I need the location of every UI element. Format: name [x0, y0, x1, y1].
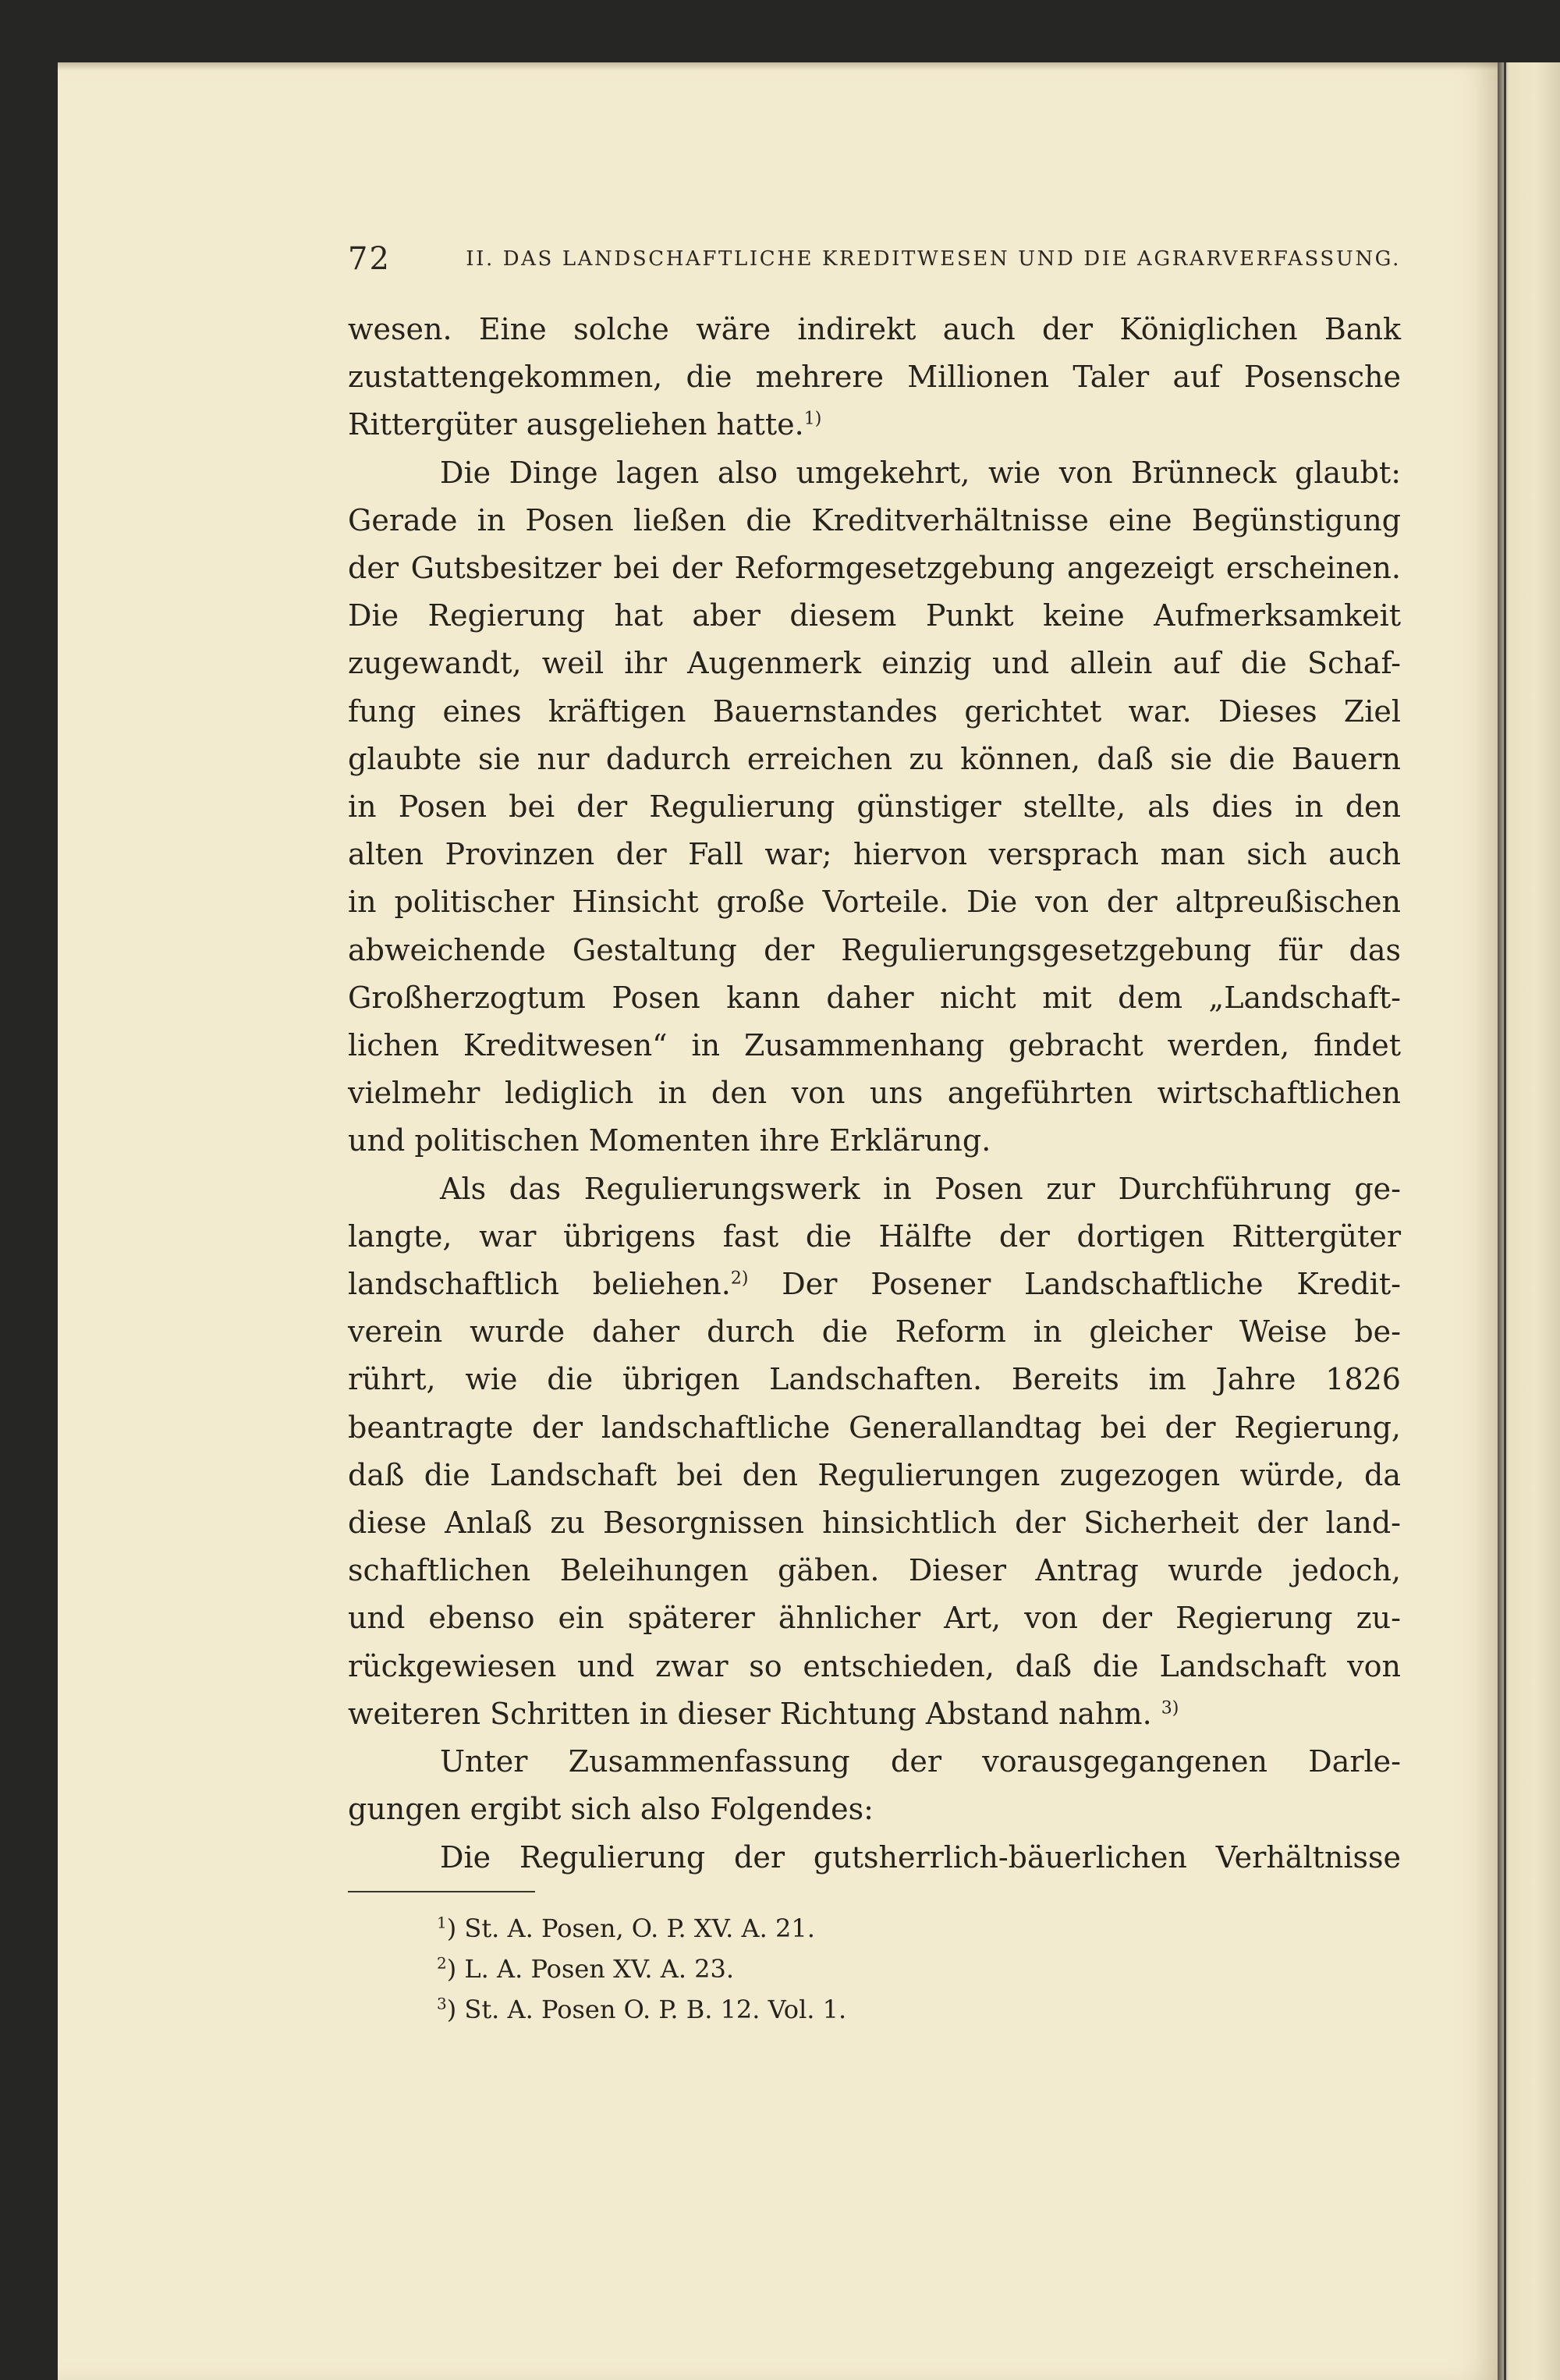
- footnote-2-mark: 2: [437, 1953, 447, 1973]
- footnotes: [437, 1908, 1139, 2030]
- paragraph-1-line-3: [348, 401, 1401, 449]
- paragraph-3-line-4: verein wurde daher durch die Reform in gleicher Weise be-: [348, 1314, 1401, 1350]
- page-number: 72: [348, 241, 391, 277]
- paragraph-3-line-11: rückgewiesen und zwar so entschieden, daß die Landschaft von: [348, 1648, 1401, 1683]
- footnote-1-mark: 1: [437, 1913, 447, 1932]
- running-head-title: II. DAS LANDSCHAFTLICHE KREDITWESEN UND DIE AGRARVERFASSUNG.: [466, 247, 1401, 271]
- paragraph-5-line-1: Die Regulierung der gutsherrlich-bäuerlichen Verhältnisse: [440, 1839, 1401, 1875]
- footnote-1-text: ) St. A. Posen, O. P. XV. A. 21.: [446, 1914, 815, 1943]
- paragraph-3-line-3: [348, 1261, 1401, 1308]
- paragraph-3-line-5: rührt, wie die übrigen Landschaften. Bereits im Jahre 1826: [348, 1362, 1401, 1397]
- paragraph-2-line-12: Großherzogtum Posen kann daher nicht mit dem „Landschaft-: [348, 980, 1401, 1015]
- footnote-1: [437, 1908, 1139, 1949]
- paragraph-1-line-2: zustattengekommen, die mehrere Millionen Taler auf Posensche: [348, 360, 1401, 395]
- paragraph-2-line-5: zugewandt, weil ihr Augenmerk einzig und allein auf die Schaf-: [348, 646, 1401, 681]
- running-head: [348, 236, 1401, 282]
- paragraph-3-line-2: langte, war übrigens fast die Hälfte der dortigen Rittergüter: [348, 1218, 1401, 1254]
- footnote-2: [437, 1949, 1139, 1989]
- paragraph-3-line-12: [348, 1690, 1401, 1738]
- paragraph-2-line-2: Gerade in Posen ließen die Kreditverhältnisse eine Begünstigung: [348, 502, 1401, 537]
- paragraph-4-line-1: Unter Zusammenfassung der vorausgegangenen Darle-: [440, 1744, 1401, 1779]
- page-top-shadow: [58, 62, 1498, 70]
- footnote-ref-2: 2): [730, 1268, 749, 1289]
- paragraph-4-line-2: gungen ergibt sich also Folgendes:: [348, 1792, 874, 1827]
- paragraph-2-line-1: Die Dinge lagen also umgekehrt, wie von Brünneck glaubt:: [440, 455, 1401, 490]
- footnote-3: [437, 1989, 1139, 2030]
- footnote-ref-3: 3): [1161, 1698, 1179, 1718]
- paragraph-3-line-6: beantragte der landschaftliche Generallandtag bei der Regierung,: [348, 1410, 1401, 1445]
- footnote-3-mark: 3: [437, 1994, 447, 2013]
- paragraph-3-line-3-after: Der Posener Landschaftliche Kredit-: [748, 1267, 1402, 1302]
- paragraph-2-line-7: glaubte sie nur dadurch erreichen zu können, daß sie die Bauern: [348, 741, 1401, 776]
- paragraph-1-line-1: wesen. Eine solche wäre indirekt auch der Königlichen Bank: [348, 312, 1401, 346]
- page-gutter-line: [1504, 62, 1506, 2380]
- paragraph-3-line-9: schaftlichen Beleihungen gäben. Dieser Antrag wurde jedoch,: [348, 1553, 1401, 1588]
- paragraph-2-line-3: der Gutsbesitzer bei der Reformgesetzgebung angezeigt erscheinen.: [348, 551, 1401, 586]
- paragraph-3-last-text: weiteren Schritten in dieser Richtung Abstand nahm.: [348, 1696, 1152, 1731]
- paragraph-2-line-4: Die Regierung hat aber diesem Punkt keine Aufmerksamkeit: [348, 598, 1401, 633]
- paragraph-2-line-8: in Posen bei der Regulierung günstiger stellte, als dies in den: [348, 789, 1401, 825]
- footnote-ref-1: 1): [803, 409, 822, 429]
- footnote-3-text: ) St. A. Posen O. P. B. 12. Vol. 1.: [446, 1995, 847, 2024]
- footnote-separator: [348, 1891, 535, 1892]
- paragraph-2-line-15: und politischen Momenten ihre Erklärung.: [348, 1123, 991, 1158]
- paragraph-2-line-11: abweichende Gestaltung der Regulierungsgesetzgebung für das: [348, 932, 1401, 967]
- paragraph-2-line-14: vielmehr lediglich in den von uns angeführten wirtschaftlichen: [348, 1076, 1401, 1111]
- paragraph-3-line-7: daß die Landschaft bei den Regulierungen zugezogen würde, da: [348, 1457, 1401, 1492]
- paragraph-3-line-10: und ebenso ein späterer ähnlicher Art, von der Regierung zu-: [348, 1601, 1401, 1636]
- body-text: [348, 306, 1401, 1882]
- paragraph-3-line-1: Als das Regulierungswerk in Posen zur Durchführung ge-: [440, 1171, 1401, 1206]
- footnote-2-text: ) L. A. Posen XV. A. 23.: [446, 1954, 735, 1984]
- paragraph-1-last-text: Rittergüter ausgeliehen hatte.: [348, 407, 804, 442]
- paragraph-2-line-9: alten Provinzen der Fall war; hiervon versprach man sich auch: [348, 837, 1401, 872]
- paragraph-2-line-10: in politischer Hinsicht große Vorteile. Die von der altpreußischen: [348, 885, 1401, 920]
- next-page-edge: [1498, 62, 1560, 2380]
- paragraph-3-line-8: diese Anlaß zu Besorgnissen hinsichtlich der Sicherheit der land-: [348, 1506, 1401, 1541]
- paragraph-2-line-6: fung eines kräftigen Bauernstandes gerichtet war. Dieses Ziel: [348, 693, 1401, 729]
- paragraph-3-line-3-before: landschaftlich beliehen.: [348, 1267, 731, 1302]
- paragraph-2-line-13: lichen Kreditwesen“ in Zusammenhang gebracht werden, findet: [348, 1028, 1401, 1063]
